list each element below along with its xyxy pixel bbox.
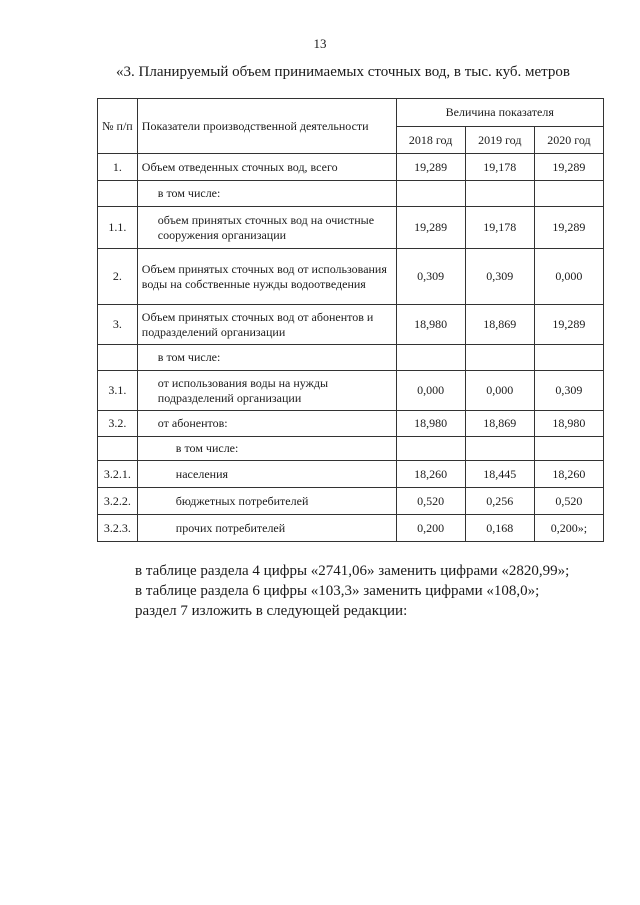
row-number: 2.	[98, 249, 138, 305]
row-value-2019: 18,869	[465, 305, 534, 345]
table-row	[98, 488, 604, 515]
row-value-2020: 18,980	[534, 411, 603, 437]
row-value-2020: 0,200»;	[534, 515, 603, 542]
section-heading: «3. Планируемый объем принимаемых сточных вод, в тыс. куб. метров	[116, 64, 570, 80]
row-number: 1.1.	[98, 207, 138, 249]
row-indicator-name: в том числе:	[137, 181, 396, 207]
row-value-2019: 18,445	[465, 461, 534, 488]
row-number	[98, 437, 138, 461]
row-value-2018	[396, 345, 465, 371]
table-row	[98, 181, 604, 207]
row-indicator-name: в том числе:	[137, 437, 396, 461]
row-number: 3.2.	[98, 411, 138, 437]
row-value-2019: 19,178	[465, 207, 534, 249]
row-number: 1.	[98, 154, 138, 181]
row-value-2018: 0,000	[396, 371, 465, 411]
row-indicator-name: бюджетных потребителей	[137, 488, 396, 515]
row-indicator-name: населения	[137, 461, 396, 488]
row-value-2020	[534, 345, 603, 371]
row-number: 3.1.	[98, 371, 138, 411]
row-value-2019: 19,178	[465, 154, 534, 181]
table-row	[98, 207, 604, 249]
row-value-2020: 0,309	[534, 371, 603, 411]
row-value-2020: 19,289	[534, 305, 603, 345]
page-number: 13	[313, 36, 327, 51]
row-value-2020: 0,000	[534, 249, 603, 305]
row-value-2018: 0,309	[396, 249, 465, 305]
row-value-2019	[465, 345, 534, 371]
row-indicator-name: объем принятых сточных вод на очистные сооружения организации	[137, 207, 396, 249]
row-number: 3.2.1.	[98, 461, 138, 488]
row-value-2020: 18,260	[534, 461, 603, 488]
header-year-2019: 2019 год	[465, 127, 534, 154]
row-value-2020: 19,289	[534, 154, 603, 181]
row-value-2019: 0,309	[465, 249, 534, 305]
row-value-2018: 19,289	[396, 154, 465, 181]
row-number: 3.	[98, 305, 138, 345]
row-value-2018: 0,200	[396, 515, 465, 542]
indicator-table	[97, 98, 604, 542]
row-value-2018: 0,520	[396, 488, 465, 515]
row-value-2019	[465, 181, 534, 207]
row-value-2019	[465, 437, 534, 461]
header-name: Показатели производственной деятельности	[137, 99, 396, 154]
row-indicator-name: от абонентов:	[137, 411, 396, 437]
row-value-2020: 19,289	[534, 207, 603, 249]
row-value-2020	[534, 181, 603, 207]
row-number: 3.2.3.	[98, 515, 138, 542]
table-row	[98, 371, 604, 411]
row-value-2019: 18,869	[465, 411, 534, 437]
row-value-2018: 18,260	[396, 461, 465, 488]
table-row	[98, 345, 604, 371]
header-year-2018: 2018 год	[396, 127, 465, 154]
row-indicator-name: от использования воды на нужды подразделений организации	[137, 371, 396, 411]
instruction-line: в таблице раздела 6 цифры «103,3» заменить цифрами «108,0»;	[135, 583, 540, 599]
row-value-2018: 18,980	[396, 411, 465, 437]
table-row	[98, 515, 604, 542]
row-value-2020: 0,520	[534, 488, 603, 515]
table-row	[98, 154, 604, 181]
row-value-2020	[534, 437, 603, 461]
header-group: Величина показателя	[396, 99, 603, 127]
row-value-2019: 0,256	[465, 488, 534, 515]
row-value-2019: 0,000	[465, 371, 534, 411]
row-indicator-name: Объем принятых сточных вод от использования воды на собственные нужды водоотведения	[137, 249, 396, 305]
row-indicator-name: Объем отведенных сточных вод, всего	[137, 154, 396, 181]
row-value-2019: 0,168	[465, 515, 534, 542]
header-year-2020: 2020 год	[534, 127, 603, 154]
row-value-2018	[396, 181, 465, 207]
row-number	[98, 181, 138, 207]
row-value-2018: 18,980	[396, 305, 465, 345]
row-indicator-name: Объем принятых сточных вод от абонентов и подразделений организации	[137, 305, 396, 345]
row-number: 3.2.2.	[98, 488, 138, 515]
row-indicator-name: прочих потребителей	[137, 515, 396, 542]
amendment-instructions	[135, 561, 569, 621]
header-num: № п/п	[98, 99, 138, 154]
table-body	[98, 154, 604, 542]
table-row	[98, 305, 604, 345]
row-value-2018: 19,289	[396, 207, 465, 249]
table-row	[98, 437, 604, 461]
instruction-line: раздел 7 изложить в следующей редакции:	[135, 603, 408, 619]
table-row	[98, 249, 604, 305]
table-row	[98, 411, 604, 437]
row-value-2018	[396, 437, 465, 461]
table-row	[98, 461, 604, 488]
row-number	[98, 345, 138, 371]
instruction-line: в таблице раздела 4 цифры «2741,06» заменить цифрами «2820,99»;	[135, 563, 570, 579]
row-indicator-name: в том числе:	[137, 345, 396, 371]
